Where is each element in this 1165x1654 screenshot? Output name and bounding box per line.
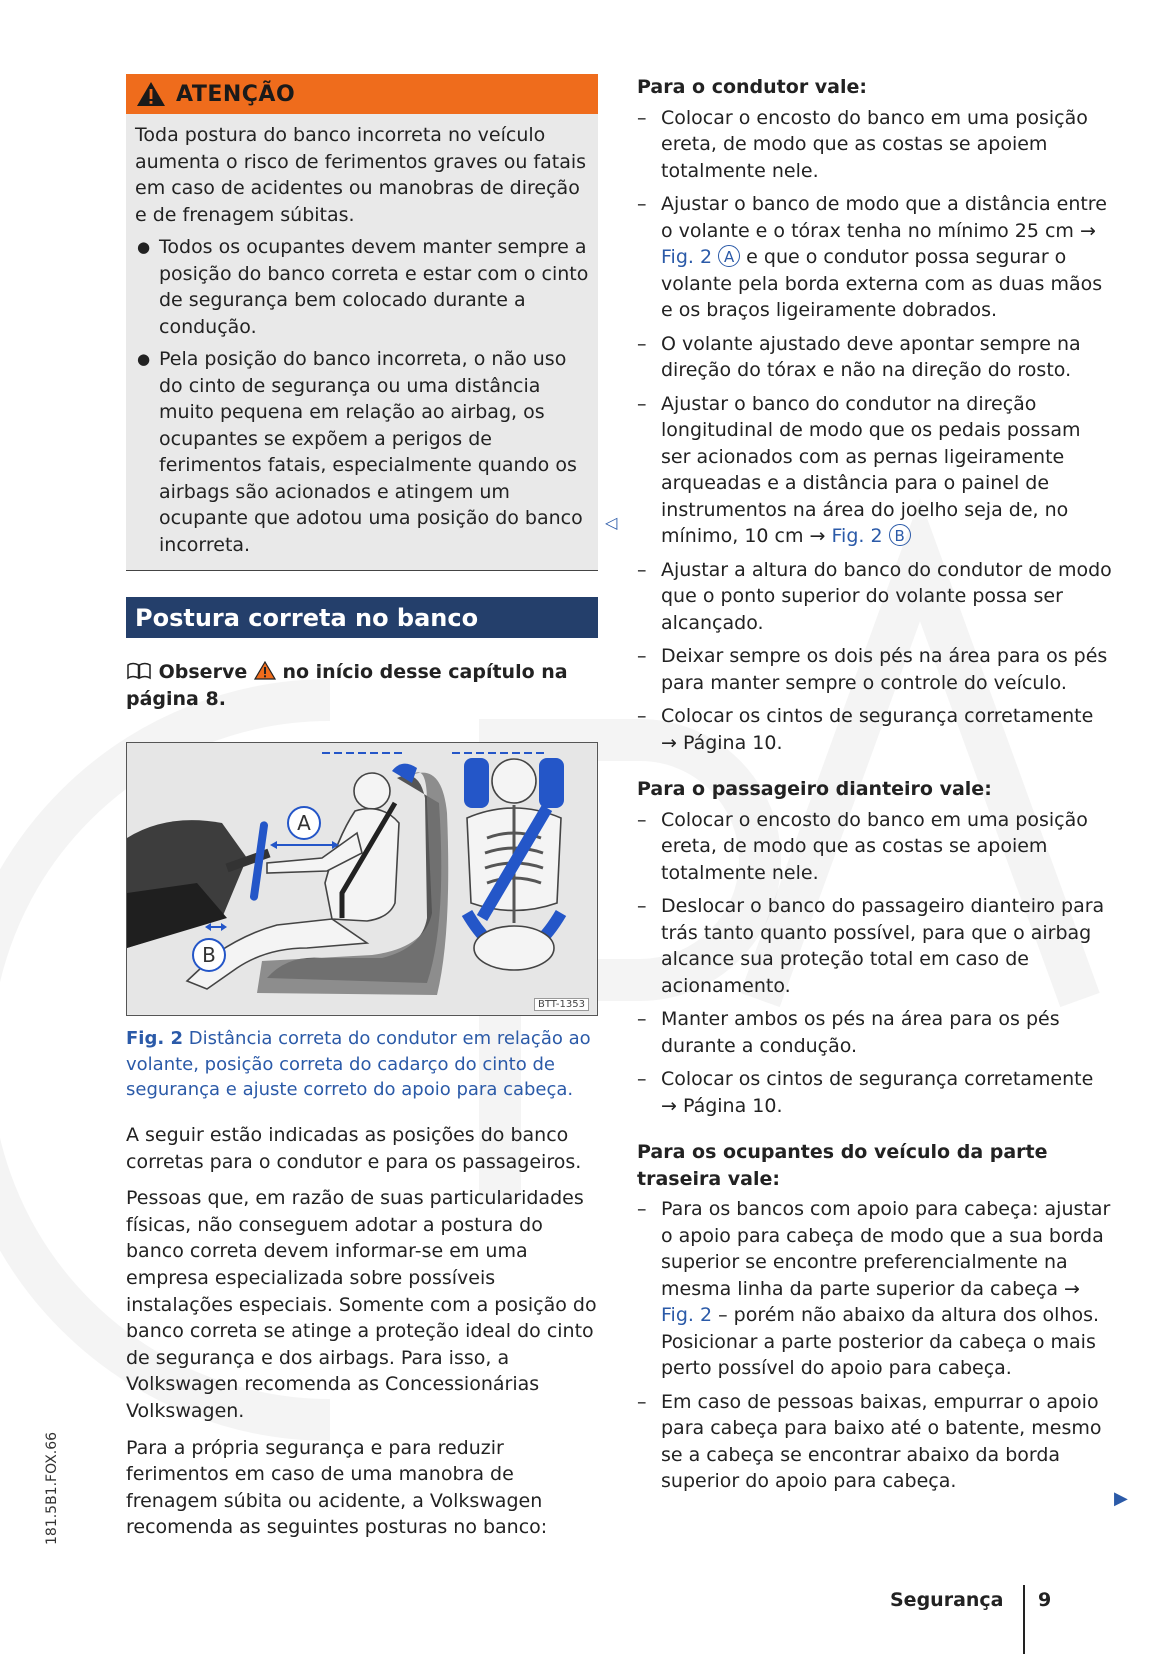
- body-paragraph: A seguir estão indicadas as posições do banco corretas para o condutor e para os passageiros.: [126, 1124, 582, 1173]
- list-item-text: – porém não abaixo da altura dos olhos. Posicionar a parte posterior da cabeça o mais perto possível do apoio para cabeça.: [661, 1304, 1100, 1379]
- warning-bullet: ● Pela posição do banco incorreta, o não uso do cinto de segurança ou uma distância muito pequena em relação ao airbag, os ocupantes se expõem a perigos de ferimentos fatais, especialmente quando os airbags são acionados e atingem um ocupante que adotou uma posição do banco incorreta.: [135, 346, 590, 558]
- body-text: [126, 1122, 598, 1551]
- warning-title: ATENÇÃO: [176, 81, 296, 107]
- warning-body: [126, 114, 598, 570]
- warning-bullet: ● Todos os ocupantes devem manter sempre a posição do banco correta e estar com o cinto de segurança bem colocado durante a condução.: [135, 234, 590, 340]
- figure-caption: [126, 1026, 598, 1103]
- caption-text: Distância correta do condutor em relação ao volante, posição correta do cadarço do cinto de segurança e ajuste correto do apoio para cabeça.: [126, 1028, 591, 1100]
- rear-heading: Para os ocupantes do veículo da parte traseira vale:: [637, 1141, 1048, 1190]
- list-item-text: Ajustar o banco do condutor na direção longitudinal de modo que os pedais possam ser acionados com as pernas ligeiramente arqueadas e a distância para o painel de instrumentos na área do joelho seja de, no mínimo, 10 cm →: [661, 392, 1081, 547]
- driver-list: [637, 105, 1115, 757]
- list-item: – Deslocar o banco do passageiro dianteiro para trás tanto quanto possível, para que o airbag alcance sua proteção total em caso de acionamento.: [637, 893, 1115, 999]
- warning-intro: Toda postura do banco incorreta no veículo aumenta o risco de ferimentos graves ou fatais em caso de acidentes ou manobras de direção e de frenagem súbitas.: [135, 124, 587, 226]
- fig-link[interactable]: Fig. 2: [661, 1304, 713, 1326]
- list-item: – Manter ambos os pés na área para os pés durante a condução.: [637, 1006, 1115, 1059]
- figure-label-b: B: [202, 943, 216, 967]
- right-column: [637, 74, 1115, 1515]
- list-item-text: e que o condutor possa segurar o volante pela borda externa com as duas mãos e os braços ligeiramente dobrados.: [661, 246, 1103, 321]
- list-item: [637, 191, 1115, 324]
- observe-prefix: Observe: [158, 661, 248, 683]
- warning-header: [126, 74, 598, 114]
- rear-list: [637, 1196, 1115, 1495]
- continue-arrow-icon: ▶: [1114, 1488, 1128, 1509]
- list-item: – O volante ajustado deve apontar sempre na direção do tórax e não na direção do rosto.: [637, 331, 1115, 384]
- list-item: – Deixar sempre os dois pés na área para os pés para manter sempre o controle do veículo.: [637, 643, 1115, 696]
- warning-triangle-icon: [136, 81, 166, 107]
- observe-suffix: no início desse capítulo na página 8.: [126, 661, 568, 710]
- circle-marker-a: A: [718, 245, 740, 267]
- body-paragraph: Pessoas que, em razão de suas particularidades físicas, não conseguem adotar a postura do banco correta devem informar-se em uma empresa especializada sobre possíveis instalações especiais. Somente com a posição do banco correta se atinge a proteção ideal do cinto de segurança e dos airbags. Para isso, a Volkswagen recomenda as Concessionárias Volkswagen.: [126, 1187, 597, 1422]
- list-item: – Colocar os cintos de segurança corretamente → Página 10.: [637, 703, 1115, 756]
- seat-posture-figure: [126, 742, 598, 1016]
- warning-box: [126, 74, 598, 571]
- caption-label: Fig. 2: [126, 1028, 183, 1049]
- driver-heading: Para o condutor vale:: [637, 76, 868, 98]
- list-item: [637, 391, 1115, 550]
- circle-marker-b: B: [889, 524, 911, 546]
- page-number: 9: [1038, 1589, 1052, 1611]
- list-item: – Colocar o encosto do banco em uma posição ereta, de modo que as costas se apoiem totalmente nele.: [637, 105, 1115, 185]
- list-item: [637, 1196, 1115, 1382]
- figure-code: BTT-1353: [534, 998, 589, 1011]
- warning-small-icon: [254, 661, 276, 680]
- list-item-text: Ajustar o banco de modo que a distância entre o volante e o tórax tenha no mínimo 25 cm →: [661, 193, 1107, 242]
- fig-link[interactable]: Fig. 2: [831, 525, 883, 547]
- footer-divider: [1023, 1585, 1025, 1654]
- passenger-heading: Para o passageiro dianteiro vale:: [637, 778, 992, 800]
- list-item-text: Para os bancos com apoio para cabeça: ajustar o apoio para cabeça de modo que a sua borda superior se encontre preferencialmente na mesma linha da parte superior da cabeça →: [661, 1198, 1111, 1300]
- body-paragraph: Para a própria segurança e para reduzir ferimentos em caso de uma manobra de frenagem súbita ou acidente, a Volkswagen recomenda as seguintes posturas no banco:: [126, 1436, 548, 1539]
- footer-section: Segurança: [890, 1589, 1004, 1611]
- warning-bullets: [135, 234, 590, 558]
- list-item: – Em caso de pessoas baixas, empurrar o apoio para cabeça para baixo até o batente, mesmo se a cabeça se encontrar abaixo da borda superior do apoio para cabeça.: [637, 1389, 1115, 1495]
- end-of-warning-icon: ◁: [605, 513, 618, 532]
- document-code: 181.5B1.FOX.66: [44, 1431, 60, 1545]
- left-column: [126, 74, 598, 571]
- observe-note: [126, 659, 598, 713]
- figure-label-a: A: [297, 811, 311, 835]
- book-icon: [126, 662, 152, 680]
- section-title: Postura correta no banco: [126, 597, 598, 638]
- list-item: – Ajustar a altura do banco do condutor de modo que o ponto superior do volante possa ser alcançado.: [637, 557, 1115, 637]
- fig-link[interactable]: Fig. 2: [661, 246, 713, 268]
- passenger-list: [637, 807, 1115, 1120]
- list-item: – Colocar o encosto do banco em uma posição ereta, de modo que as costas se apoiem totalmente nele.: [637, 807, 1115, 887]
- seat-posture-illustration: [127, 743, 596, 1014]
- list-item: – Colocar os cintos de segurança corretamente → Página 10.: [637, 1066, 1115, 1119]
